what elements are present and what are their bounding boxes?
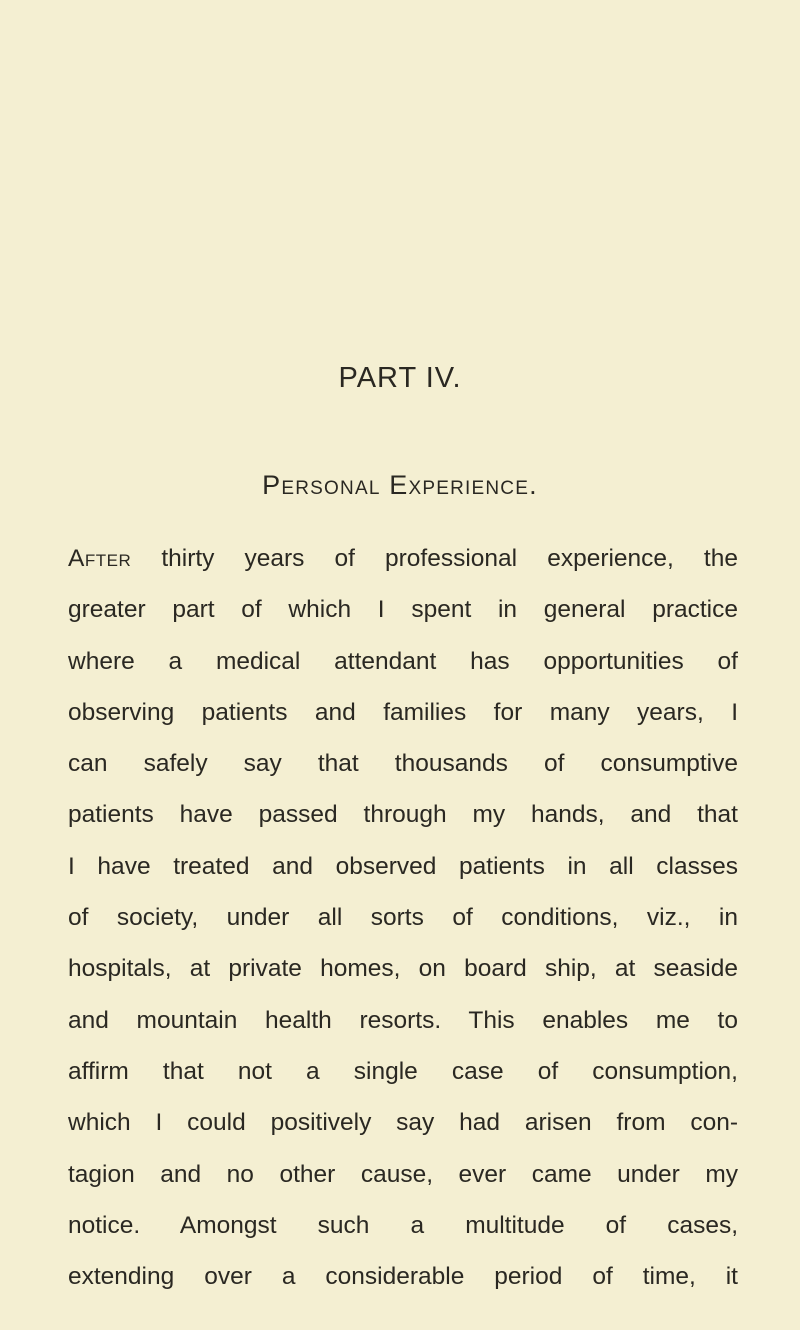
text-line-5: can safely say that thousands of consumptive [68,750,738,778]
section-title: Personal Experience. [262,470,538,500]
text-line-3: where a medical attendant has opportunities of [68,647,738,675]
text-line-1-rest: thirty years of professional experience, the [131,545,738,572]
body-paragraph [68,533,738,1302]
text-line-11: affirm that not a single case of consumption, [68,1057,738,1085]
text-line-4: observing patients and families for many years, I [68,698,738,726]
text-line-10: and mountain health resorts. This enables me to [68,1006,738,1034]
text-line-12: which I could positively say had arisen from con- [68,1109,738,1137]
text-line-2: greater part of which I spent in general practice [68,596,738,624]
part-title: PART IV. [338,362,462,394]
text-line-1 [68,533,738,584]
text-line-13: tagion and no other cause, ever came under my [68,1160,738,1188]
text-line-7: I have treated and observed patients in all classes [68,852,738,880]
text-line-15: extending over a considerable period of time, it [68,1263,738,1291]
text-line-9: hospitals, at private homes, on board ship, at seaside [68,955,738,983]
text-line-8: of society, under all sorts of conditions, viz., in [68,904,738,932]
text-line-6: patients have passed through my hands, and that [68,801,738,829]
text-line-14: notice. Amongst such a multitude of cases, [68,1211,738,1239]
lead-word: After [68,545,132,572]
